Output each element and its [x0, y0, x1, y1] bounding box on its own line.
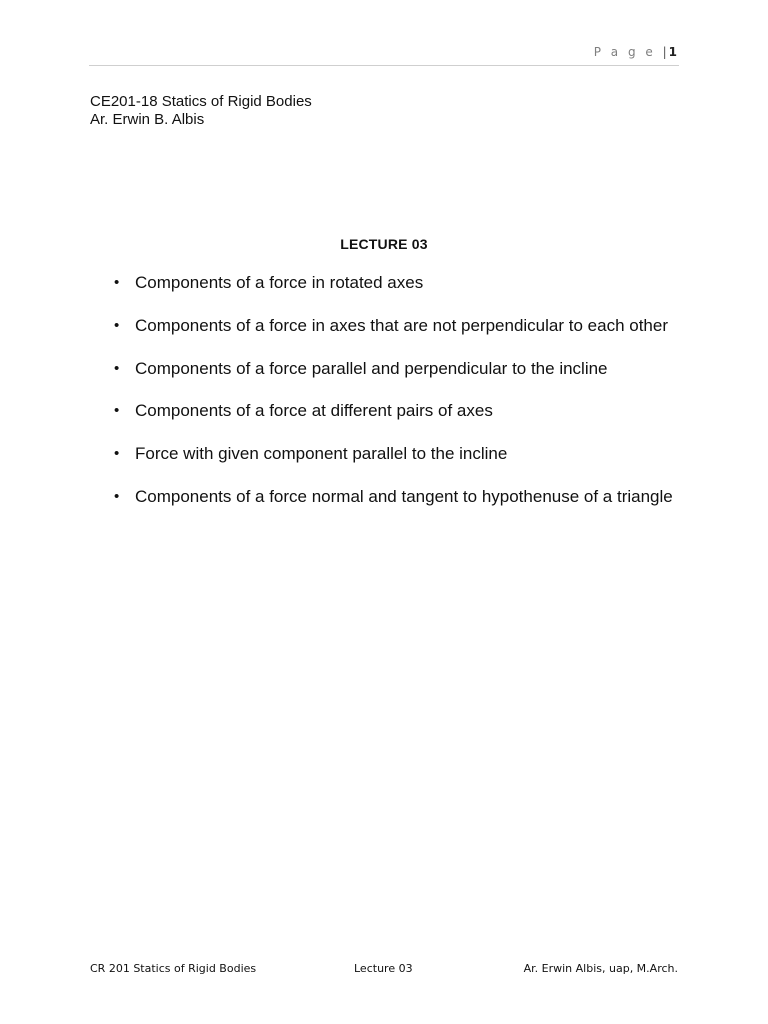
page-label: P a g e	[593, 45, 656, 59]
footer-lecture: Lecture 03	[354, 962, 413, 975]
page-footer	[90, 962, 680, 980]
topic-item	[112, 398, 712, 424]
topic-text: Components of a force normal and tangent to hypothenuse of a triangle	[135, 486, 673, 506]
page-number: 1	[668, 45, 677, 59]
topic-text: Components of a force in rotated axes	[135, 273, 424, 292]
topic-item	[112, 441, 712, 467]
topic-item	[112, 270, 712, 296]
bullet-icon: •	[114, 402, 120, 420]
topic-text: Force with given component parallel to the incline	[135, 444, 508, 464]
bullet-icon: •	[114, 316, 120, 334]
footer-course: CR 201 Statics of Rigid Bodies	[90, 962, 257, 975]
bullet-icon: •	[114, 359, 120, 377]
page-header	[89, 44, 679, 66]
topic-list	[112, 270, 712, 527]
page-number-indicator	[594, 45, 677, 59]
course-title: CE201-18 Statics of Rigid Bodies	[90, 93, 312, 110]
instructor-name: Ar. Erwin B. Albis	[90, 111, 205, 128]
topic-text: Components of a force in axes that are not perpendicular to each other	[135, 315, 668, 335]
bullet-icon: •	[114, 445, 120, 463]
topic-text: Components of a force at different pairs of axes	[135, 401, 493, 421]
topic-item	[112, 484, 712, 510]
footer-author: Ar. Erwin Albis, uap, M.Arch.	[523, 962, 678, 975]
course-info	[90, 93, 312, 129]
bullet-icon: •	[114, 274, 120, 291]
page-separator: |	[662, 45, 667, 59]
topic-item	[112, 313, 712, 339]
topic-item	[112, 356, 712, 382]
topic-text: Components of a force parallel and perpendicular to the incline	[135, 358, 608, 378]
lecture-title: LECTURE 03	[340, 236, 428, 252]
bullet-icon: •	[114, 487, 120, 505]
